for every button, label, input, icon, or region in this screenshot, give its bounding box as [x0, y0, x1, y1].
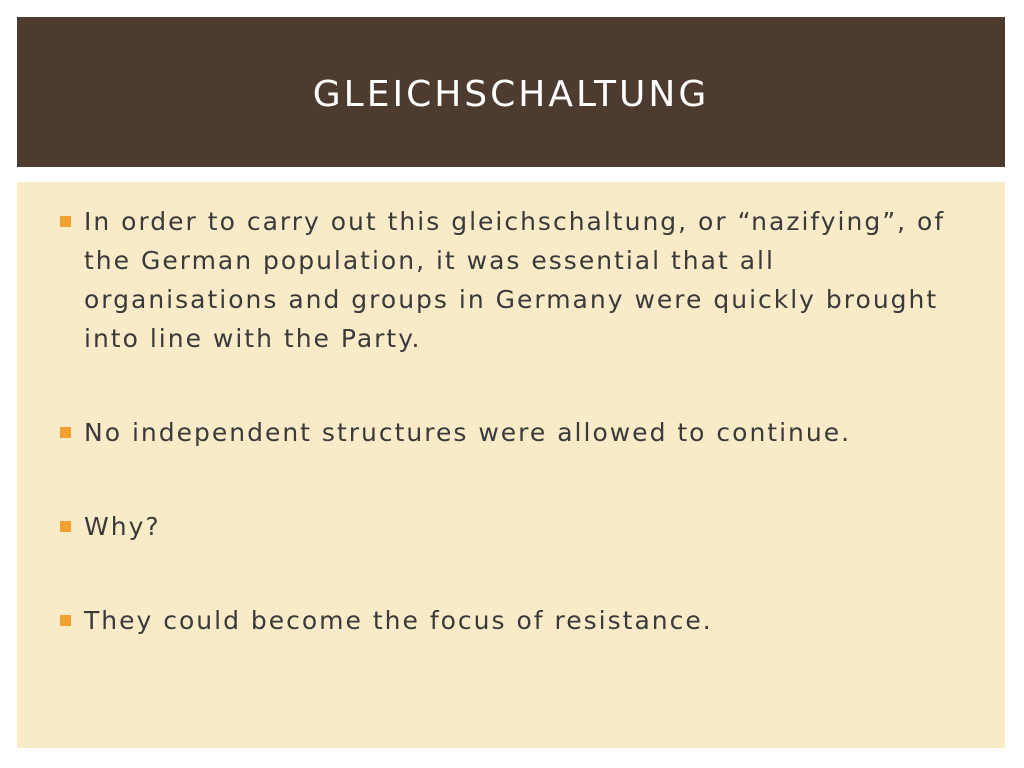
bullet-text-2: No independent structures were allowed to continue.	[84, 418, 852, 447]
bullet-list	[60, 202, 960, 640]
slide-title: GLEICHSCHALTUNG	[312, 73, 710, 115]
bullet-item-4	[60, 601, 960, 640]
bullet-text-3: Why?	[84, 512, 161, 541]
bullet-text-4: They could become the focus of resistance.	[84, 606, 713, 635]
content-panel	[17, 182, 1005, 748]
square-bullet-icon	[60, 216, 71, 227]
square-bullet-icon	[60, 615, 71, 626]
square-bullet-icon	[60, 521, 71, 532]
bullet-text-1: In order to carry out this gleichschaltung, or “nazifying”, of the German population, it was essential that all organisations and groups in Germany were quickly brought into line with the Party.	[84, 207, 946, 353]
title-band	[17, 17, 1005, 167]
bullet-item-2	[60, 413, 960, 452]
square-bullet-icon	[60, 427, 71, 438]
bullet-item-3	[60, 507, 960, 546]
bullet-item-1	[60, 202, 960, 358]
